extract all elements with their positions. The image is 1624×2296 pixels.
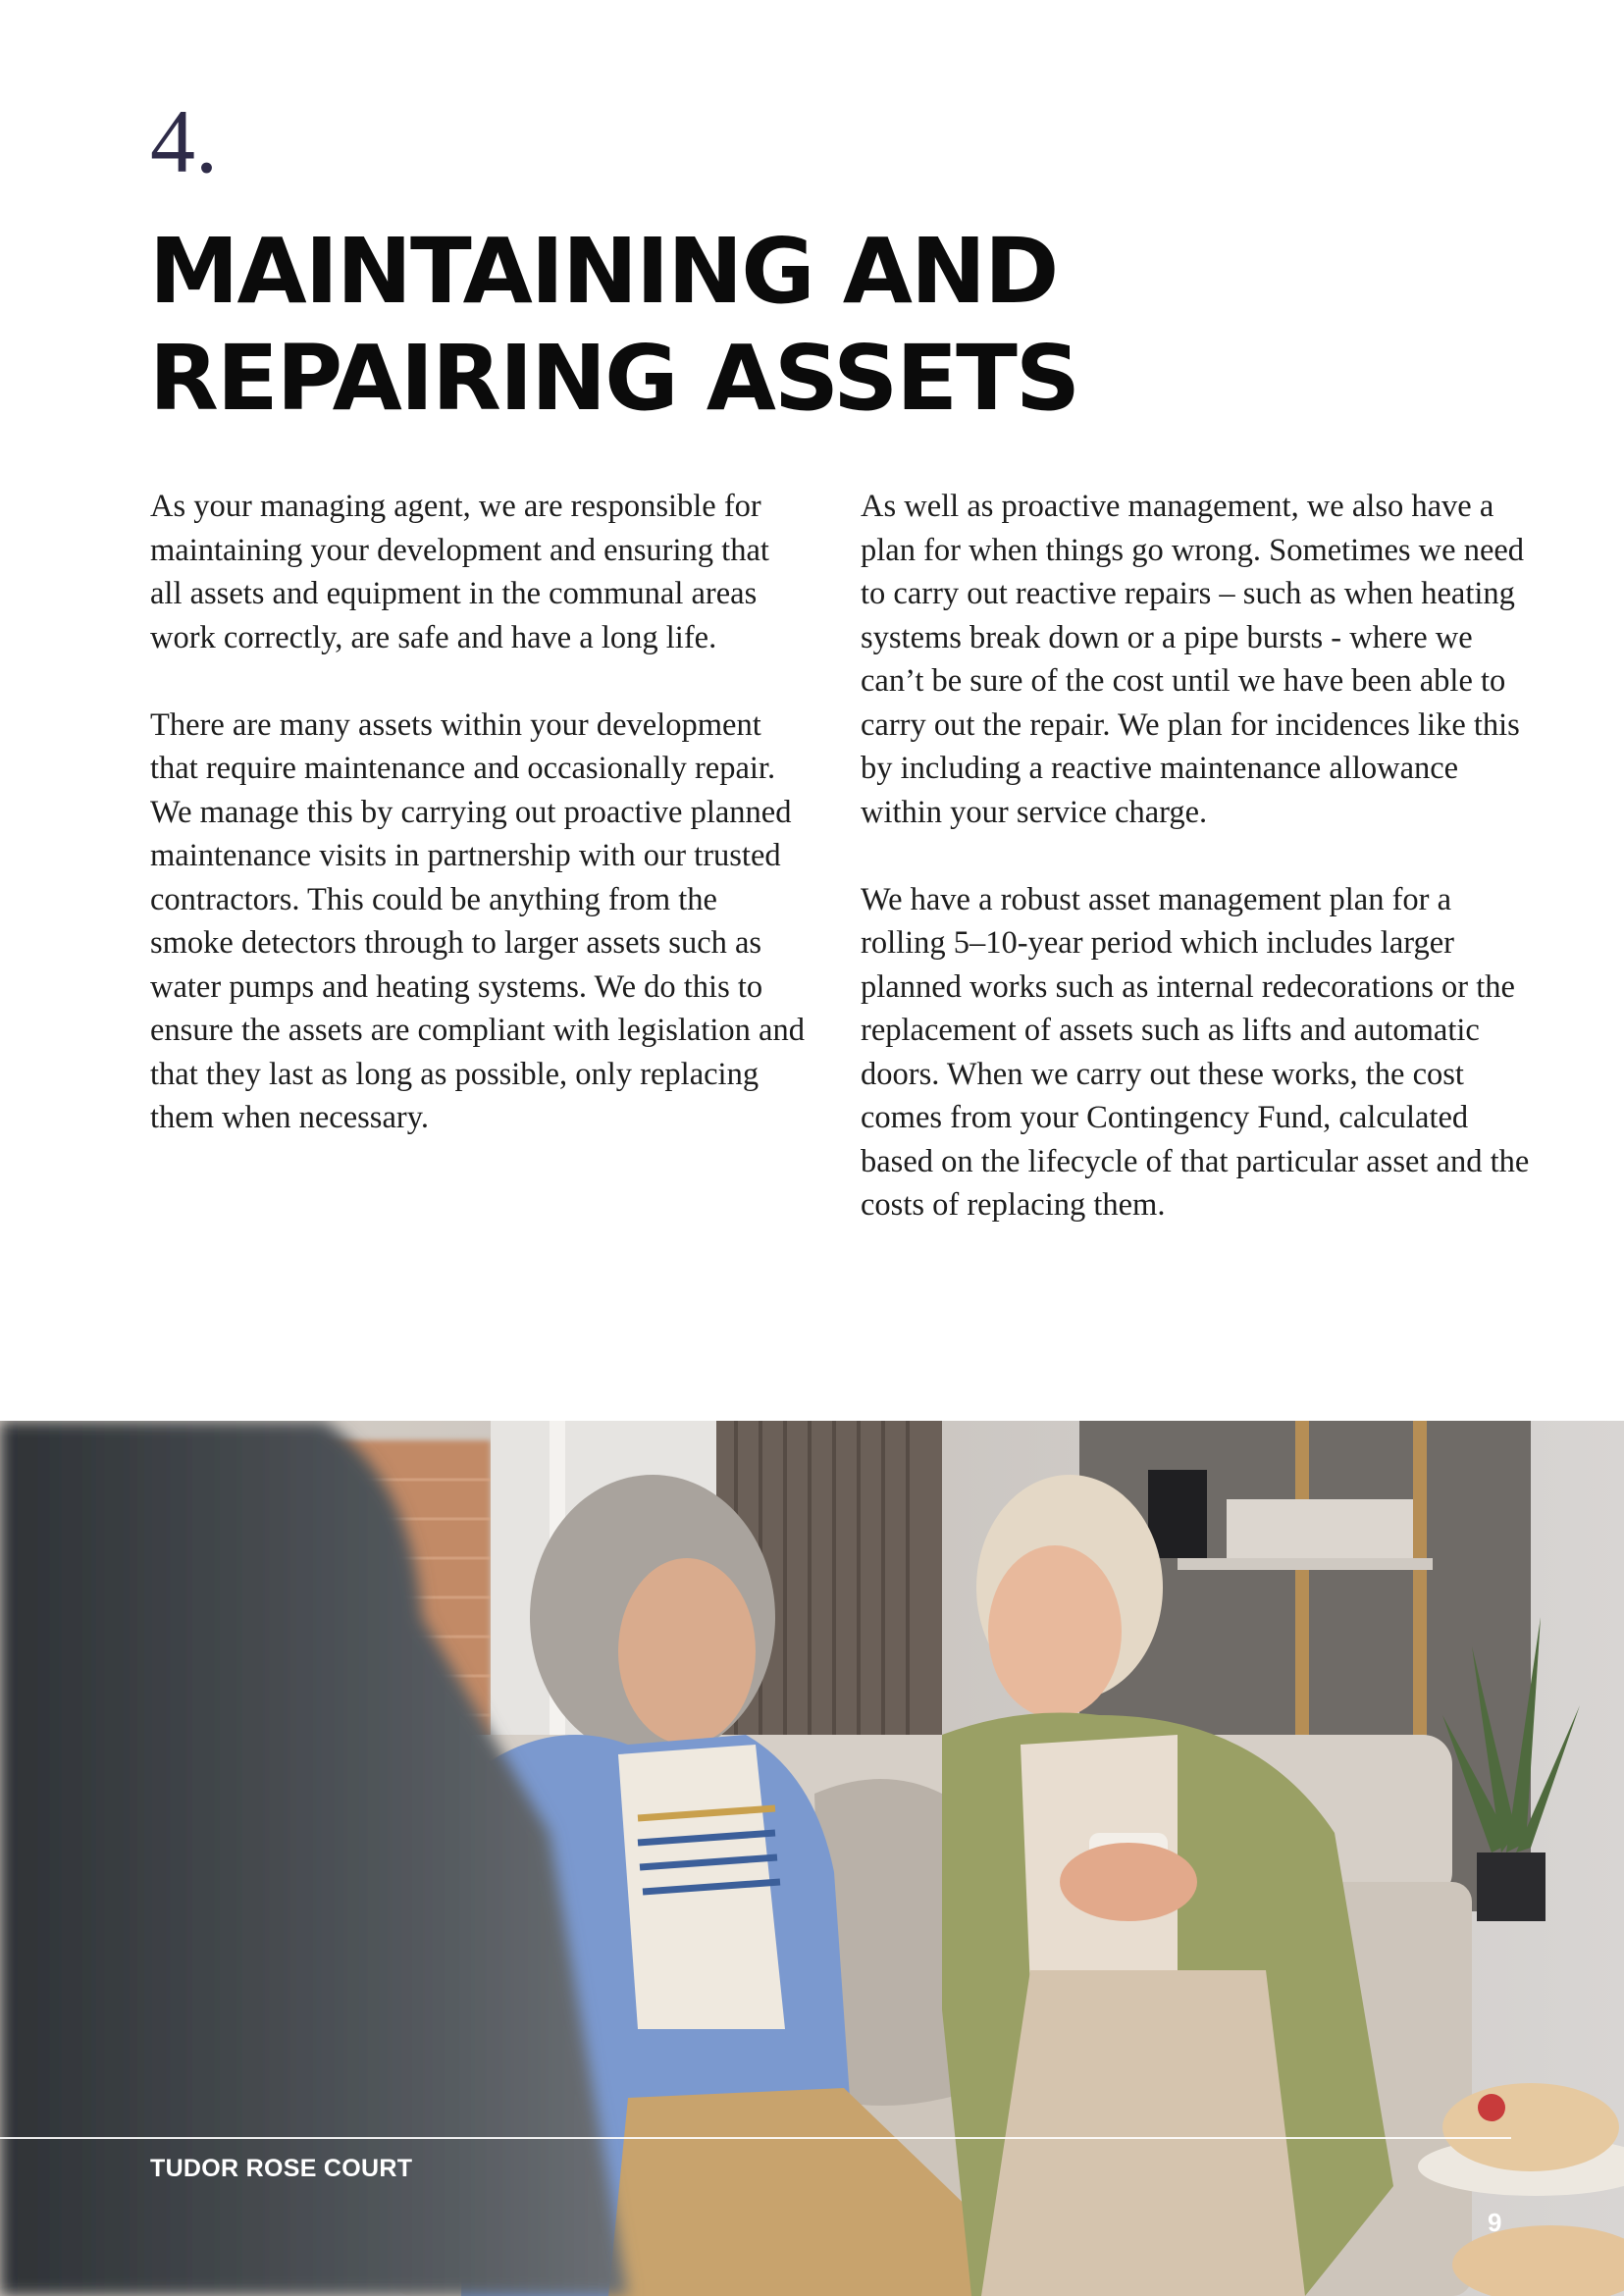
body-paragraph: There are many assets within your development that require maintenance and occasionally repair. We manage this by carrying out proactive planned maintenance visits in partnership with our trusted contractors. This could be anything from the smoke detectors through to larger assets such as water pumps and heating systems. We do this to ensure the assets are compliant with legislation and that they last as long as possible, only replacing them when necessary. (150, 706, 805, 1135)
page-title (149, 218, 1327, 432)
page-number: 9 (1488, 2208, 1502, 2237)
body-paragraph: As your managing agent, we are responsible for maintaining your development and ensuring that all assets and equipment in the communal areas work correctly, are safe and have a long life. (150, 489, 769, 655)
body-column-right (861, 485, 1538, 1271)
footer-divider (0, 2137, 1511, 2139)
body-paragraph: As well as proactive management, we also have a plan for when things go wrong. Sometimes we need to carry out reactive repairs – such as when heating systems break down or a pipe bursts - where we can’t be sure of the cost until we have been able to carry out the repair. We plan for incidences like this by including a reactive maintenance allowance within your service charge. (861, 489, 1525, 830)
body-paragraph: We have a robust asset management plan for a rolling 5–10-year period which includes larger planned works such as internal redecorations or the replacement of assets such as lifts and automatic doors. When we carry out these works, the cost comes from your Contingency Fund, calculated based on the lifecycle of that particular asset and the costs of replacing them. (861, 881, 1530, 1223)
body-column-left (150, 485, 808, 1183)
footer-brand: TUDOR ROSE COURT (150, 2155, 413, 2182)
page-title-line-1: MAINTAINING AND (149, 219, 1058, 324)
page-title-line-2: REPAIRING ASSETS (149, 326, 1079, 431)
section-number: 4. (150, 91, 218, 191)
